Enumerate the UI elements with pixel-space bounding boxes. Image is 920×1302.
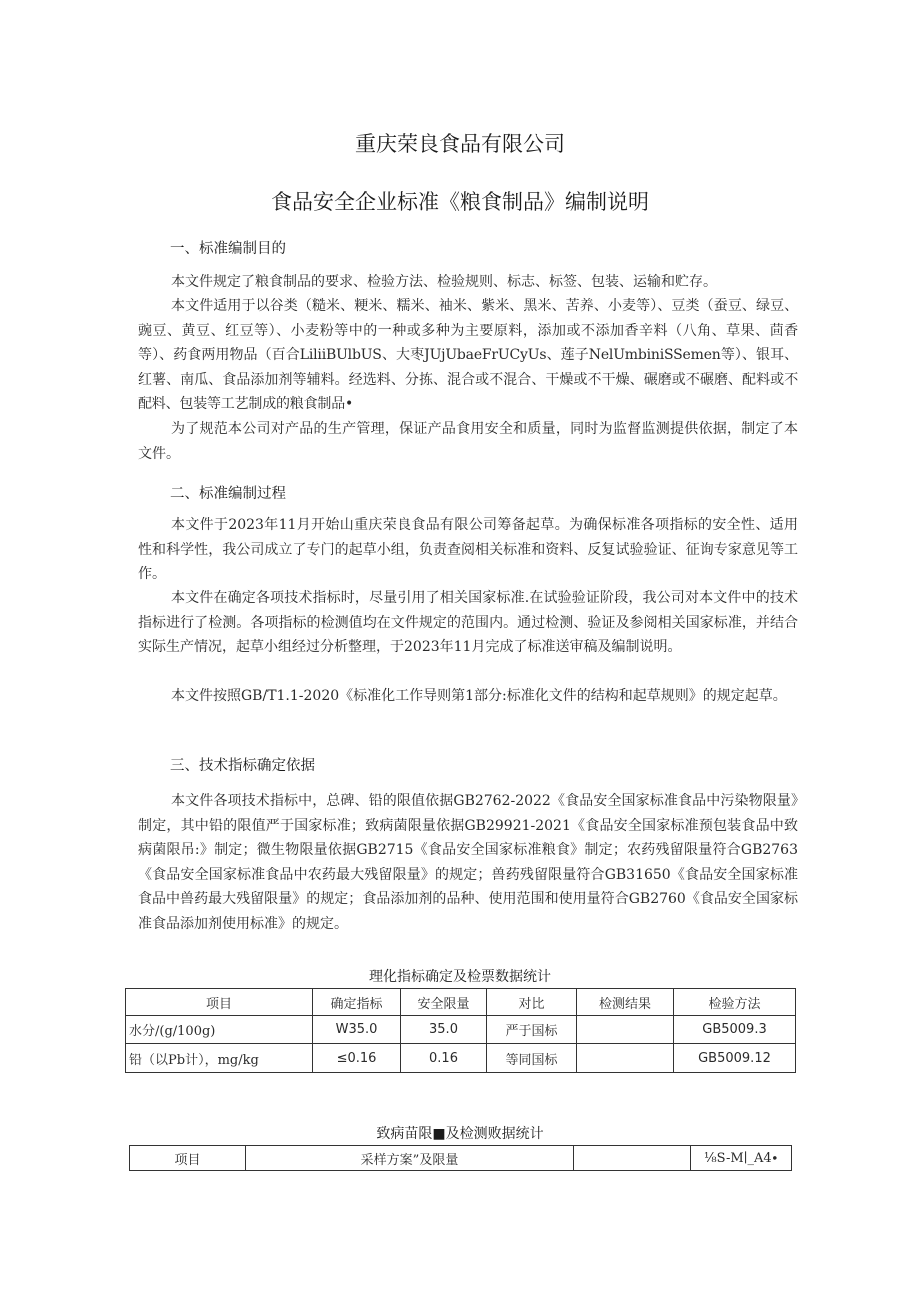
paragraph: 本文件各项技术指标中，总碑、铅的限值依据GB2762-2022《食品安全国家标准食品中污染物限量》制定，其中铅的限值严于国家标准；致病菌限量依据GB29921-2021《食品安全国家标准预包装食品中致病菌限吊:》制定；微生物限量依据GB2715《食品安全国家标准粮食》制定；农药残留限量符合GB2763《食品安全国家标准食品中农药最大残留限量》的规定；兽药残留限量符合GB31650《食品安全国家标准食品中兽药最大残留限量》的规定；食品添加剂的品种、使用范围和使用量符合GB2760《食品安全国家标准食品添加剂使用标准》的规定。 (138, 793, 798, 932)
table-header-row (130, 1146, 792, 1171)
table-cell: 严于国标 (487, 1016, 577, 1044)
table-row (126, 1016, 796, 1044)
header-cell: 检验方法 (674, 989, 796, 1016)
section-heading-process: 二、标准编制过程 (170, 486, 286, 502)
table1-caption: 理化指标确定及检票数据统计 (369, 969, 551, 985)
table-cell (577, 1044, 674, 1073)
document-title: 食品安全企业标准《粮食制品》编制说明 (271, 190, 649, 214)
header-cell: ⅛S-M∣_A4∙ (691, 1146, 792, 1171)
table-cell: 铅（以Pb计），mg/kg (126, 1044, 313, 1073)
physicochemical-table (125, 988, 796, 1073)
table-cell: GB5009.3 (674, 1016, 796, 1044)
header-cell: 对比 (487, 989, 577, 1016)
pathogen-table (129, 1145, 792, 1171)
header-cell: 确定指标 (313, 989, 401, 1016)
header-cell: 项目 (130, 1146, 246, 1171)
table-cell: 等同国标 (487, 1044, 577, 1073)
company-name: 重庆荣良食品有限公司 (355, 132, 565, 156)
header-cell: 检测结果 (577, 989, 674, 1016)
table-cell: W35.0 (313, 1016, 401, 1044)
paragraph: 本文件规定了粮食制品的要求、检验方法、检验规则、标志、标签、包装、运输和贮存。 (171, 274, 717, 290)
header-cell: 项目 (126, 989, 313, 1016)
paragraph: 本文件于2023年11月开始山重庆荣良食品有限公司筹备起草。为确保标准各项指标的安全性、适用性和科学性，我公司成立了专门的起草小组，负责查阅相关标准和资料、反复试验验证、征询专家意见等工作。 (138, 517, 798, 582)
section-heading-basis: 三、技术指标确定依据 (170, 758, 315, 774)
header-cell: 采样方案”及限量 (246, 1146, 574, 1171)
table-cell: 0.16 (401, 1044, 487, 1073)
table-cell: ≤0.16 (313, 1044, 401, 1073)
table-cell: 35.0 (401, 1016, 487, 1044)
header-cell (574, 1146, 691, 1171)
section-heading-purpose: 一、标准编制目的 (170, 241, 286, 257)
header-cell: 安全限量 (401, 989, 487, 1016)
table-cell (577, 1016, 674, 1044)
table2-caption: 致病苗限■及检测败据统计 (376, 1126, 544, 1142)
paragraph: 为了规范本公司对产品的生产管理，保证产品食用安全和质量，同时为监督监测提供依据，制定了本文件。 (138, 421, 798, 462)
paragraph: 本文件按照GB/T1.1-2020《标准化工作导则第1部分:标准化文件的结构和起草规则》的规定起草。 (171, 688, 787, 704)
table-header-row (126, 989, 796, 1016)
paragraph: 本文件在确定各项技术指标时，尽量引用了相关国家标准.在试验验证阶段，我公司对本文件中的技术指标进行了检测。各项指标的检测值均在文件规定的范围内。通过检测、验证及参阅相关国家标准，并结合实际生产情况，起草小组经过分析整理，于2023年11月完成了标准送审稿及编制说明。 (138, 590, 798, 655)
paragraph: 本文件适用于以谷类（糙米、粳米、糯米、袖米、紫米、黑米、苦养、小麦等）、豆类（蚕豆、绿豆、豌豆、黄豆、红豆等）、小麦粉等中的一种或多种为主要原料，添加或不添加香辛料（八角、草果、茴香等）、药食两用物品（百合LiliiBUlbUS、大枣JUjUbaeFrUCyUs、莲子NelUmbiniSSemen等）、银耳、红薯、南瓜、食品添加剂等辅料。经选料、分拣、混合或不混合、干燥或不干燥、碾磨或不碾磨、配料或不配料、包装等工艺制成的粮食制品• (138, 298, 798, 412)
table-cell: GB5009.12 (674, 1044, 796, 1073)
table-cell: 水分/(g∕100g) (126, 1016, 313, 1044)
table-row (126, 1044, 796, 1073)
